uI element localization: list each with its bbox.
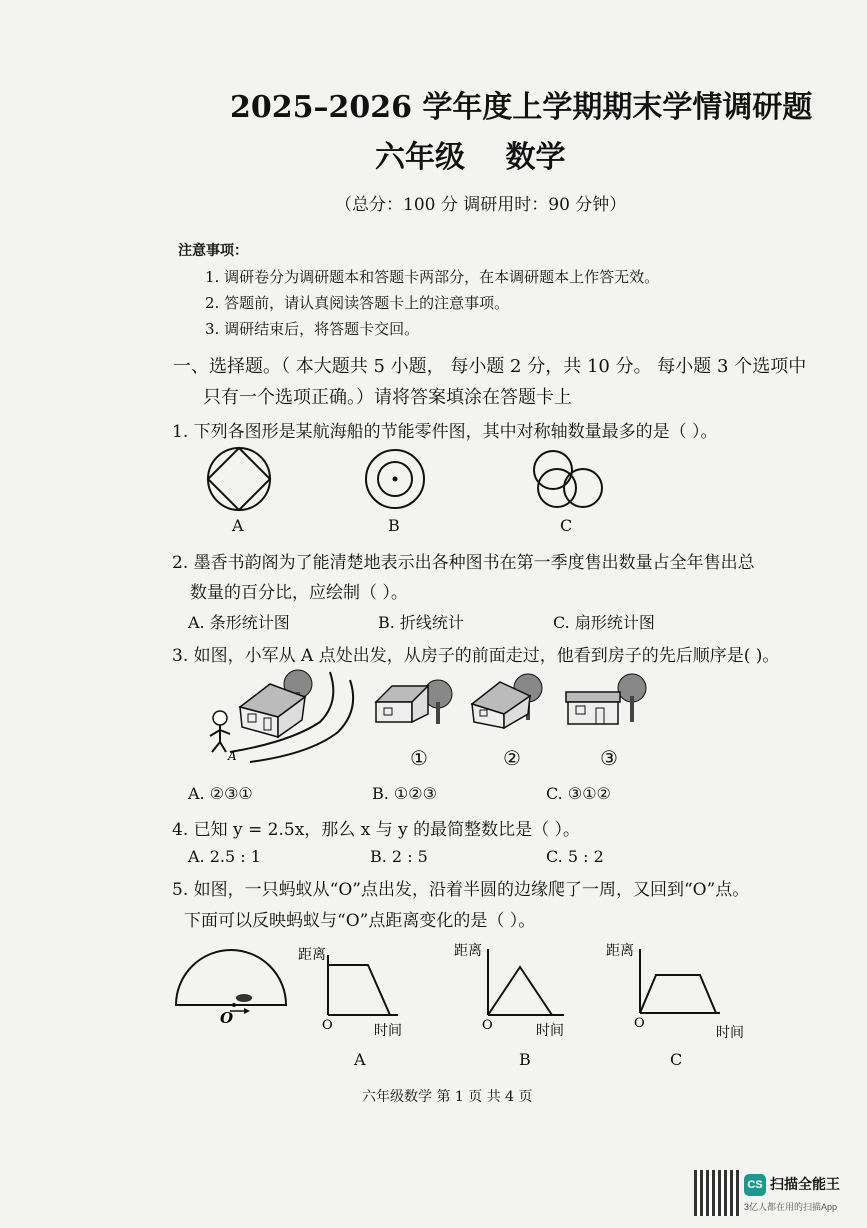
question-2-line2: 数量的百分比，应绘制（ ）。 [190,583,408,603]
q5-figures [168,935,768,1050]
q3-view-label-2: ② [503,746,521,770]
q1-figure-b [366,450,424,508]
q5-graph-a-xlabel: 时间 [374,1023,402,1039]
question-5-line1: 5. 如图，一只蚂蚁从“O”点出发，沿着半圆的边缘爬了一周，又回到“O”点。 [172,880,750,900]
q1-figure-a [208,448,270,510]
q2-option-b: B. 折线统计 [378,613,464,632]
q3-view-label-1: ① [410,746,428,770]
page-footer: 六年级数学 第 1 页 共 4 页 [362,1089,533,1105]
notice-item: 1. 调研卷分为调研题本和答题卡两部分，在本调研题本上作答无效。 [205,268,660,286]
q5-graph-c-ylabel: 距离 [606,943,634,959]
watermark-subtitle: 3亿人都在用的扫描App [744,1202,838,1212]
q5-graph-c [606,943,744,1041]
q5-graph-c-origin: O [634,1016,645,1031]
q5-graph-a-origin: O [322,1018,333,1033]
q5-graph-c-xlabel: 时间 [716,1025,744,1041]
qr-code-icon [694,1170,740,1216]
question-2-line1: 2. 墨香书韵阁为了能清楚地表示出各种图书在第一季度售出数量占全年售出总 [172,553,755,573]
q5-graph-b-xlabel: 时间 [536,1023,564,1039]
q3-view-3 [566,674,646,724]
q3-option-a: A. ②③① [188,784,253,803]
q1-figure-c [534,451,602,507]
q5-graph-label-a: A [354,1050,366,1069]
q1-label-a: A [232,516,244,535]
exam-title: 2025–2026 学年度上学期期末学情调研题 [230,90,813,125]
q2-option-c: C. 扇形统计图 [553,613,655,632]
q1-figures [200,440,620,540]
q3-option-c: C. ③①② [546,784,611,803]
q4-option-c: C. 5 : 2 [546,847,604,866]
q5-graph-label-b: B [519,1050,531,1069]
q4-option-b: B. 2 : 5 [370,847,428,866]
notice-item: 2. 答题前，请认真阅读答题卡上的注意事项。 [205,294,510,312]
q2-option-a: A. 条形统计图 [188,613,290,632]
notice-heading: 注意事项： [178,243,248,259]
q3-figures [200,662,660,772]
q3-view-1 [376,680,452,724]
q5-semicircle [176,950,286,1027]
q5-graph-b-origin: O [482,1018,493,1033]
q3-view-label-3: ③ [600,746,618,770]
exam-subject: 六年级 数学 [375,140,566,175]
q4-option-a: A. 2.5 : 1 [188,847,261,866]
q3-start-label: A [228,749,237,763]
q1-label-c: C [560,516,573,535]
q3-view-2 [472,674,542,728]
q5-graph-b [454,943,564,1039]
q1-label-b: B [388,516,400,535]
question-4: 4. 已知 y = 2.5x，那么 x 与 y 的最简整数比是（ ）。 [172,820,581,840]
section-heading-line1: 一、选择题。（ 本大题共 5 小题， 每小题 2 分，共 10 分。 每小题 3 个选项中 [173,356,807,377]
q5-origin-label: O [220,1009,234,1027]
q5-graph-b-ylabel: 距离 [454,943,482,959]
q5-graph-a [298,947,402,1039]
section-heading-line2: 只有一个选项正确。）请将答案填涂在答题卡上 [203,387,572,408]
question-3: 3. 如图，小军从 A 点处出发，从房子的前面走过，他看到房子的先后顺序是( )。 [172,646,780,666]
q5-graph-a-ylabel: 距离 [298,947,326,963]
q3-scene [210,670,353,763]
question-5-line2: 下面可以反映蚂蚁与“O”点距离变化的是（ ）。 [184,911,536,931]
notice-item: 3. 调研结束后，将答题卡交回。 [205,320,420,338]
question-1: 1. 下列各图形是某航海船的节能零件图，其中对称轴数量最多的是（ ）。 [172,422,718,442]
exam-info: （总分：100 分 调研用时：90 分钟） [335,195,627,215]
camscanner-logo-icon: CS [744,1174,766,1196]
watermark-name: 扫描全能王 [770,1176,840,1192]
q5-graph-label-c: C [670,1050,683,1069]
q3-option-b: B. ①②③ [372,784,437,803]
